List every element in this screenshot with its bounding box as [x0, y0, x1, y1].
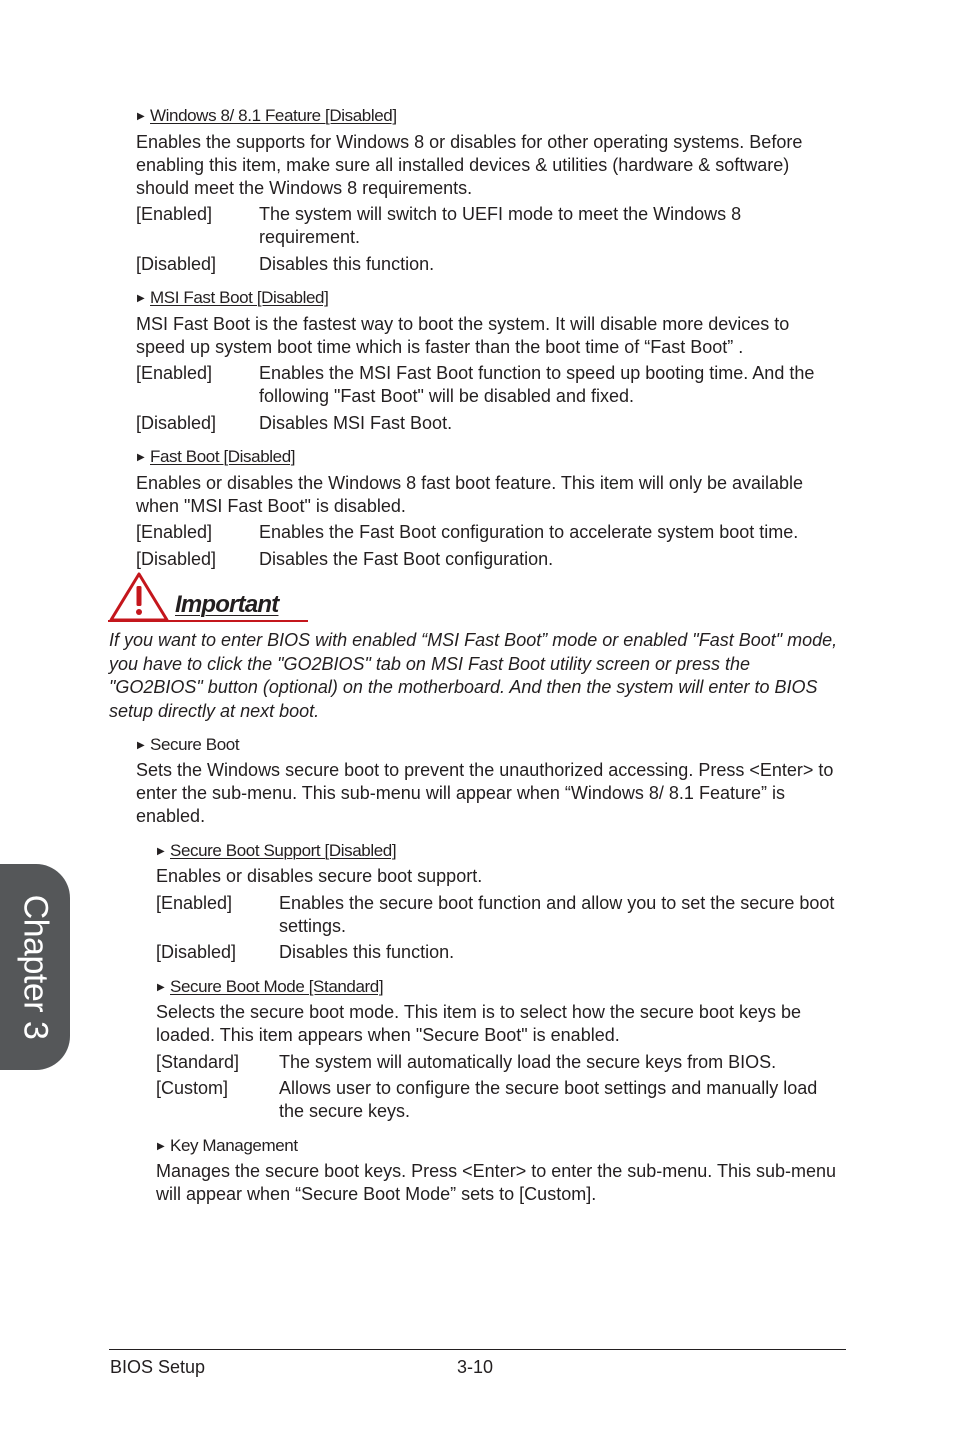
- section-body-secure-boot-support: Enables or disables secure boot support.: [156, 866, 483, 886]
- page-number: 3-10: [457, 1357, 494, 1377]
- option-text: Disables the Fast Boot configuration.: [259, 549, 554, 569]
- option-key: [Disabled]: [136, 254, 217, 274]
- option-text: Disables this function.: [259, 254, 435, 274]
- option-key: [Disabled]: [156, 942, 237, 962]
- section-body-key-management: Manages the secure boot keys. Press <Enter> to enter the sub-menu. This sub-menu will appear when “Secure Boot Mode” sets to [Custom].: [156, 1161, 837, 1204]
- option-text: The system will switch to UEFI mode to meet the Windows 8 requirement.: [259, 204, 742, 247]
- important-title: Important: [175, 591, 279, 618]
- section-heading-secure-boot: ▶ Secure Boot: [137, 735, 240, 754]
- option-row: [156, 1077, 841, 1125]
- section-body-windows8: Enables the supports for Windows 8 or disables for other operating systems. Before enabling this item, make sure all installed devices & utilities (hardware & software) should meet the Windows 8 requirements.: [136, 132, 803, 198]
- option-row: [136, 412, 841, 435]
- option-key: [Enabled]: [136, 204, 213, 224]
- option-text: Disables this function.: [279, 942, 455, 962]
- section-heading-secure-boot-support: ▶ Secure Boot Support [Disabled]: [157, 841, 397, 860]
- triangle-bullet-icon: ▶: [157, 1141, 165, 1152]
- option-row: [156, 1051, 841, 1074]
- option-text: Allows user to configure the secure boot settings and manually load the secure keys.: [279, 1078, 818, 1121]
- option-key: [Custom]: [156, 1078, 229, 1098]
- triangle-bullet-icon: ▶: [137, 293, 145, 304]
- option-text: The system will automatically load the secure keys from BIOS.: [279, 1052, 777, 1072]
- important-text: If you want to enter BIOS with enabled “MSI Fast Boot” mode or enabled "Fast Boot" mode, you have to click the "GO2BIOS" tab on MSI Fast Boot utility screen or press the "GO2BIOS" button (optional) on the motherboard. And then the system will enter to BIOS setup directly at next boot.: [109, 630, 838, 721]
- option-key: [Enabled]: [136, 363, 213, 383]
- option-text: Enables the secure boot function and allow you to set the secure boot settings.: [279, 893, 835, 936]
- section-heading-key-management: ▶ Key Management: [157, 1136, 298, 1155]
- option-key: [Enabled]: [136, 522, 213, 542]
- option-row: [156, 941, 841, 964]
- triangle-bullet-icon: ▶: [157, 846, 165, 857]
- section-body-secure-boot: Sets the Windows secure boot to prevent the unauthorized accessing. Press <Enter> to enter the sub-menu. This sub-menu will appear when “Windows 8/ 8.1 Feature” is enabled.: [136, 760, 834, 826]
- option-text: Enables the Fast Boot configuration to accelerate system boot time.: [259, 522, 799, 542]
- section-heading-msi-fast-boot: ▶ MSI Fast Boot [Disabled]: [137, 288, 329, 307]
- section-heading-windows8: ▶ Windows 8/ 8.1 Feature [Disabled]: [137, 106, 397, 125]
- option-row: [136, 253, 836, 276]
- footer-rule: [109, 1349, 846, 1350]
- triangle-bullet-icon: ▶: [157, 982, 165, 993]
- chapter-label: Chapter 3: [16, 894, 55, 1040]
- triangle-bullet-icon: ▶: [137, 111, 145, 122]
- option-text: Disables MSI Fast Boot.: [259, 413, 453, 433]
- section-heading-fast-boot: ▶ Fast Boot [Disabled]: [137, 447, 296, 466]
- triangle-bullet-icon: ▶: [137, 740, 145, 751]
- option-row: [136, 362, 841, 410]
- option-row: [136, 521, 846, 544]
- option-key: [Enabled]: [156, 893, 233, 913]
- section-heading-secure-boot-mode: ▶ Secure Boot Mode [Standard]: [157, 977, 384, 996]
- triangle-bullet-icon: ▶: [137, 452, 145, 463]
- option-key: [Standard]: [156, 1052, 240, 1072]
- section-body-secure-boot-mode: Selects the secure boot mode. This item is to select how the secure boot keys be loaded. This item appears when "Secure Boot" is enabled.: [156, 1002, 802, 1045]
- option-key: [Disabled]: [136, 413, 217, 433]
- section-body-msi-fast-boot: MSI Fast Boot is the fastest way to boot the system. It will disable more devices to speed up system boot time which is faster than the boot time of “Fast Boot” .: [136, 314, 790, 357]
- section-body-fast-boot: Enables or disables the Windows 8 fast boot feature. This item will only be available when "MSI Fast Boot" is disabled.: [136, 473, 804, 516]
- option-text: Enables the MSI Fast Boot function to speed up booting time. And the following "Fast Boot" will be disabled and fixed.: [259, 363, 815, 406]
- option-row: [136, 203, 836, 251]
- important-divider: [108, 620, 308, 622]
- footer-section-title: BIOS Setup: [110, 1357, 206, 1377]
- option-row: [156, 892, 841, 940]
- option-key: [Disabled]: [136, 549, 217, 569]
- warning-triangle-icon: [108, 572, 170, 624]
- option-row: [136, 548, 846, 571]
